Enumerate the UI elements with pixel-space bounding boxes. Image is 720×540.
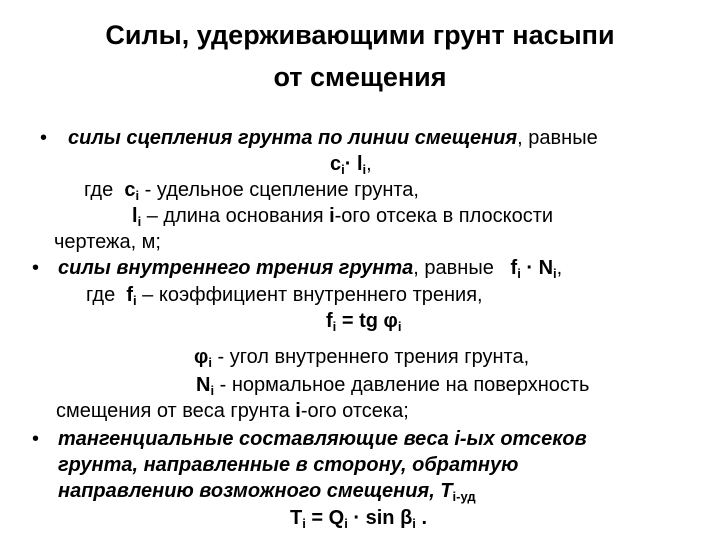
continuation-text-1: смещения от веса грунта	[56, 400, 296, 422]
bullet-1-formula	[330, 151, 372, 177]
where-label: где	[84, 179, 114, 201]
bullet-2-rest: , равные	[413, 257, 500, 279]
formula-t: T	[290, 507, 303, 529]
var-n-2: N	[196, 374, 211, 396]
formula-t-sub: i	[302, 516, 306, 531]
var-c: c	[124, 179, 136, 201]
var-c-desc: - удельное сцепление грунта,	[139, 179, 419, 201]
var-f-2: f	[126, 284, 133, 306]
var-l-desc-2: -ого отсека в плоскости	[334, 205, 554, 227]
bullet-2-formula	[326, 308, 401, 334]
bullet-2-continuation	[56, 398, 409, 424]
formula-l-sub: i	[362, 162, 367, 177]
formula-beta: β	[400, 507, 413, 529]
bullet-1-marker: •	[40, 127, 48, 149]
bullet-2-line-f	[86, 282, 483, 308]
bullet-1-line-1	[68, 125, 598, 151]
bullet-3-marker: •	[32, 428, 40, 450]
formula-c-sub: i	[341, 162, 345, 177]
var-f: f	[510, 257, 518, 279]
var-l-sub: i	[137, 214, 142, 229]
continuation-text-2: -ого отсека;	[300, 400, 409, 422]
var-c-sub: i	[135, 188, 140, 203]
bullet-2-comma: ,	[556, 257, 563, 279]
var-n-desc: - нормальное давление на поверхность	[214, 374, 590, 396]
bullet-2-marker: •	[32, 257, 40, 279]
slide-title	[0, 14, 720, 98]
var-f-sub: i	[517, 266, 521, 281]
formula-sin: · sin	[347, 507, 401, 529]
var-f-desc: – коэффициент внутреннего трения,	[136, 284, 483, 306]
formula-f: f	[326, 310, 333, 332]
continuation-i: i	[295, 400, 301, 422]
var-n: · N	[520, 257, 554, 279]
formula-tg: = tg	[336, 310, 384, 332]
var-f-2-sub: i	[132, 293, 137, 308]
slide-title-line-1: Силы, удерживающими грунт насыпи	[105, 20, 615, 50]
var-phi-desc: - угол внутреннего трения грунта,	[211, 346, 530, 368]
bullet-1-rest: , равные	[517, 127, 598, 149]
var-l: l	[132, 205, 138, 227]
var-l-i: i	[329, 205, 335, 227]
var-phi-sub: i	[208, 355, 212, 370]
bullet-3-formula	[290, 505, 427, 531]
formula-f-sub: i	[332, 319, 337, 334]
bullet-2-line-phi	[194, 344, 529, 370]
var-n-sub: i	[553, 266, 557, 281]
where-label-2: где	[86, 284, 121, 306]
var-phi: φ	[194, 346, 209, 368]
bullet-3-line-2: грунта, направленные в сторону, обратную	[58, 454, 519, 476]
var-l-desc-1: – длина основания	[141, 205, 330, 227]
var-t-sub-ud: i-уд	[452, 489, 476, 504]
bullet-2-line-n	[196, 372, 589, 398]
bullet-1-line-l	[132, 203, 553, 229]
slide-title-line-2: от смещения	[273, 62, 447, 92]
bullet-1-continuation: чертежа, м;	[54, 231, 161, 253]
bullet-3-line-3-text: направлению возможного смещения, T	[58, 480, 453, 502]
formula-q-sub: i	[344, 516, 348, 531]
bullet-3-line-1: тангенциальные составляющие веса i-ых отсеков	[58, 428, 587, 450]
formula-period: .	[415, 507, 428, 529]
formula-l: · l	[344, 153, 363, 175]
bullet-3-line-3	[58, 478, 476, 504]
formula-beta-sub: i	[412, 516, 416, 531]
var-n-2-sub: i	[210, 383, 215, 398]
formula-q: = Q	[305, 507, 345, 529]
formula-phi: φ	[383, 310, 398, 332]
bullet-1-lead: силы сцепления грунта по линии смещения	[68, 127, 518, 149]
formula-c: c	[330, 153, 342, 175]
bullet-1-line-c	[84, 177, 419, 203]
bullet-2-lead: силы внутреннего трения грунта	[58, 257, 414, 279]
formula-phi-sub: i	[397, 319, 402, 334]
bullet-2-line-1	[58, 255, 562, 281]
formula-comma: ,	[366, 153, 372, 175]
